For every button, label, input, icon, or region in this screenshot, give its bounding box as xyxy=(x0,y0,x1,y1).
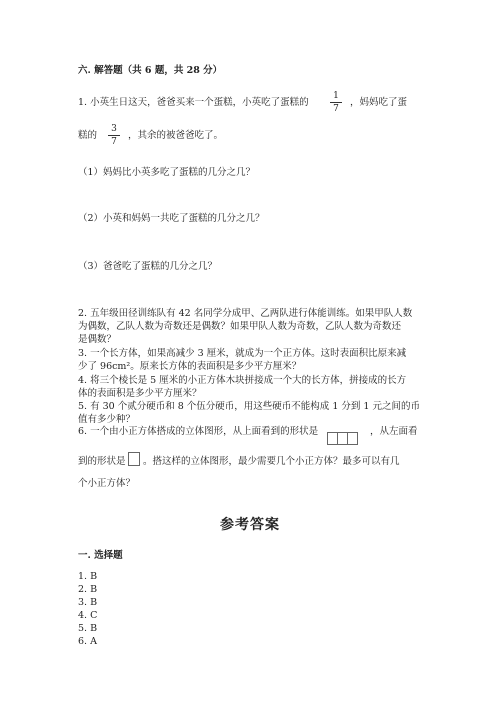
answer-item: 2. B xyxy=(78,584,98,595)
question-2-line-2: 为偶数，乙队人数为奇数还是偶数？如果甲队人数为奇数，乙队人数为奇数还 xyxy=(78,321,402,332)
question-1-sub-3: （3）爸爸吃了蛋糕的几分之几？ xyxy=(78,261,218,272)
answer-item: 6. A xyxy=(78,636,97,647)
answer-section-heading: 一. 选择题 xyxy=(78,550,123,561)
question-2-line-3: 是偶数？ xyxy=(78,334,117,345)
fraction-denominator: 7 xyxy=(333,104,339,114)
question-1-line-2-start: 糕的 xyxy=(78,130,98,141)
question-6-line-2-end: 。搭这样的立体图形，最少需要几个小正方体？最多可以有几 xyxy=(143,456,400,467)
question-1-line-1-end: ，妈妈吃了蛋 xyxy=(350,97,408,108)
question-5-line-2: 值有多少种？ xyxy=(78,414,136,425)
fraction-one-seventh xyxy=(330,91,342,114)
fraction-numerator: 1 xyxy=(333,91,339,101)
answer-item: 5. B xyxy=(78,623,98,634)
question-6-line-1-end: ，从左面看 xyxy=(370,426,418,437)
question-6-line-3: 个小正方体？ xyxy=(78,478,136,489)
question-6-line-2-start: 到的形状是 xyxy=(78,456,126,467)
fraction-bar xyxy=(108,135,120,136)
question-1-sub-2: （2）小英和妈妈一共吃了蛋糕的几分之几？ xyxy=(78,213,265,224)
question-6-line-1-start: 6. 一个由小正方体搭成的立体图形，从上面看到的形状是 xyxy=(78,426,319,437)
fraction-numerator: 3 xyxy=(111,124,117,134)
fraction-bar xyxy=(330,102,342,103)
top-view-square xyxy=(347,432,358,445)
top-view-figure xyxy=(327,432,358,445)
answer-item: 3. B xyxy=(78,597,98,608)
answer-item: 4. C xyxy=(78,610,98,621)
question-4-line-1: 4. 将三个棱长是 5 厘米的小正方体木块拼接成一个大的长方体，拼接成的长方 xyxy=(78,375,407,386)
section-heading: 六. 解答题（共 6 题，共 28 分） xyxy=(78,65,223,76)
question-3-line-2: 少了 96cm²。原来长方体的表面积是多少平方厘米？ xyxy=(78,361,302,372)
answer-heading: 参考答案 xyxy=(220,517,280,533)
question-4-line-2: 体的表面积是多少平方厘米？ xyxy=(78,388,202,399)
left-view-figure xyxy=(128,452,140,466)
question-3-line-1: 3. 一个长方体，如果高减少 3 厘米，就成为一个正方体。这时表面积比原来减 xyxy=(78,348,407,359)
answer-item: 1. B xyxy=(78,571,98,582)
question-5-line-1: 5. 有 30 个贰分硬币和 8 个伍分硬币，用这些硬币不能构成 1 分到 1 元之间的币 xyxy=(78,401,420,412)
question-1-line-2-end: ，其余的被爸爸吃了。 xyxy=(128,130,224,141)
fraction-three-sevenths xyxy=(108,124,120,147)
question-1-line-1-start: 1. 小英生日这天，爸爸买来一个蛋糕，小英吃了蛋糕的 xyxy=(78,97,309,108)
fraction-denominator: 7 xyxy=(111,137,117,147)
question-1-sub-1: （1）妈妈比小英多吃了蛋糕的几分之几？ xyxy=(78,167,256,178)
question-2-line-1: 2. 五年级田径训练队有 42 名同学分成甲、乙两队进行体能训练。如果甲队人数 xyxy=(78,308,413,319)
